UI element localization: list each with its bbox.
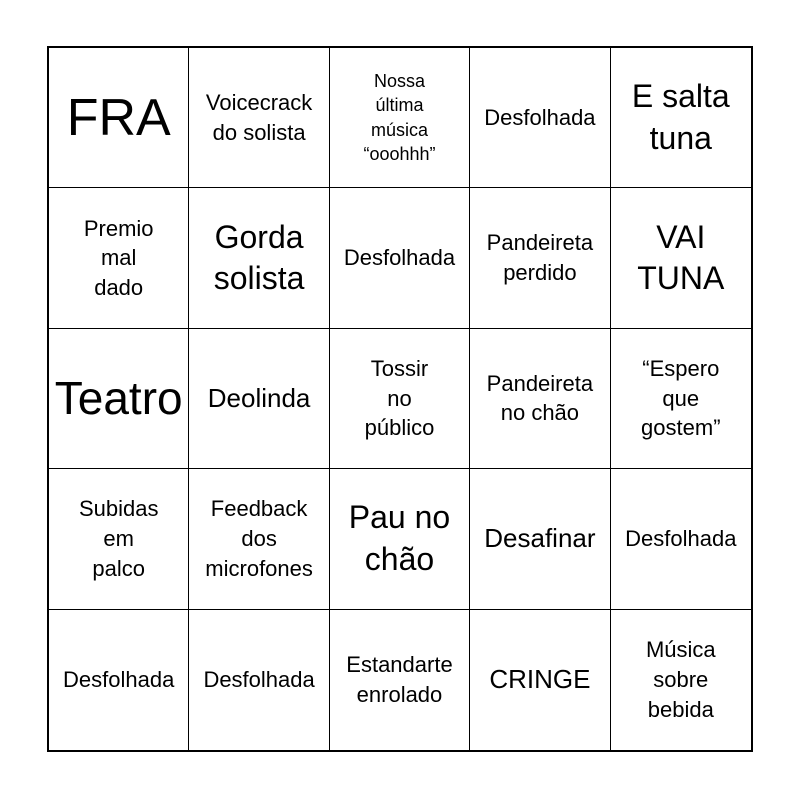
bingo-cell[interactable]: “Espero que gostem” bbox=[611, 329, 751, 469]
bingo-cell[interactable]: Teatro bbox=[49, 329, 189, 469]
bingo-cell[interactable]: Nossa última música “ooohhh” bbox=[330, 48, 470, 188]
bingo-cell[interactable]: Premio mal dado bbox=[49, 188, 189, 328]
bingo-cell[interactable]: Música sobre bebida bbox=[645, 637, 716, 722]
bingo-cell[interactable]: FRA bbox=[49, 48, 189, 188]
bingo-cell[interactable]: Subidas em palco bbox=[49, 469, 189, 609]
bingo-cell[interactable]: Pandeireta no chão bbox=[470, 329, 610, 469]
bingo-cell[interactable]: Desfolhada bbox=[470, 48, 610, 188]
bingo-cell[interactable]: Desfolhada bbox=[49, 610, 189, 750]
bingo-cell[interactable]: Deolinda bbox=[189, 329, 329, 469]
bingo-cell[interactable]: Pandeireta perdido bbox=[470, 188, 610, 328]
bingo-cell[interactable]: Tossir no público bbox=[330, 329, 470, 469]
bingo-cell[interactable]: Desfolhada bbox=[189, 610, 329, 750]
bingo-cell[interactable]: E salta tuna bbox=[611, 48, 751, 188]
bingo-card bbox=[47, 46, 753, 752]
bingo-cell[interactable]: Desafinar bbox=[470, 469, 610, 609]
bingo-cell[interactable]: CRINGE bbox=[470, 610, 610, 750]
bingo-cell[interactable]: Desfolhada bbox=[330, 188, 470, 328]
bingo-cell[interactable]: Voicecrack do solista bbox=[189, 48, 329, 188]
bingo-cell[interactable]: Estandarte enrolado bbox=[330, 610, 470, 750]
bingo-cell[interactable]: Desfolhada bbox=[611, 469, 751, 609]
bingo-cell[interactable]: Feedback dos microfones bbox=[189, 469, 329, 609]
bingo-cell[interactable]: Gorda solista bbox=[189, 188, 329, 328]
bingo-cell[interactable]: Pau no chão bbox=[330, 469, 470, 609]
bingo-cell[interactable]: VAI TUNA bbox=[611, 188, 751, 328]
